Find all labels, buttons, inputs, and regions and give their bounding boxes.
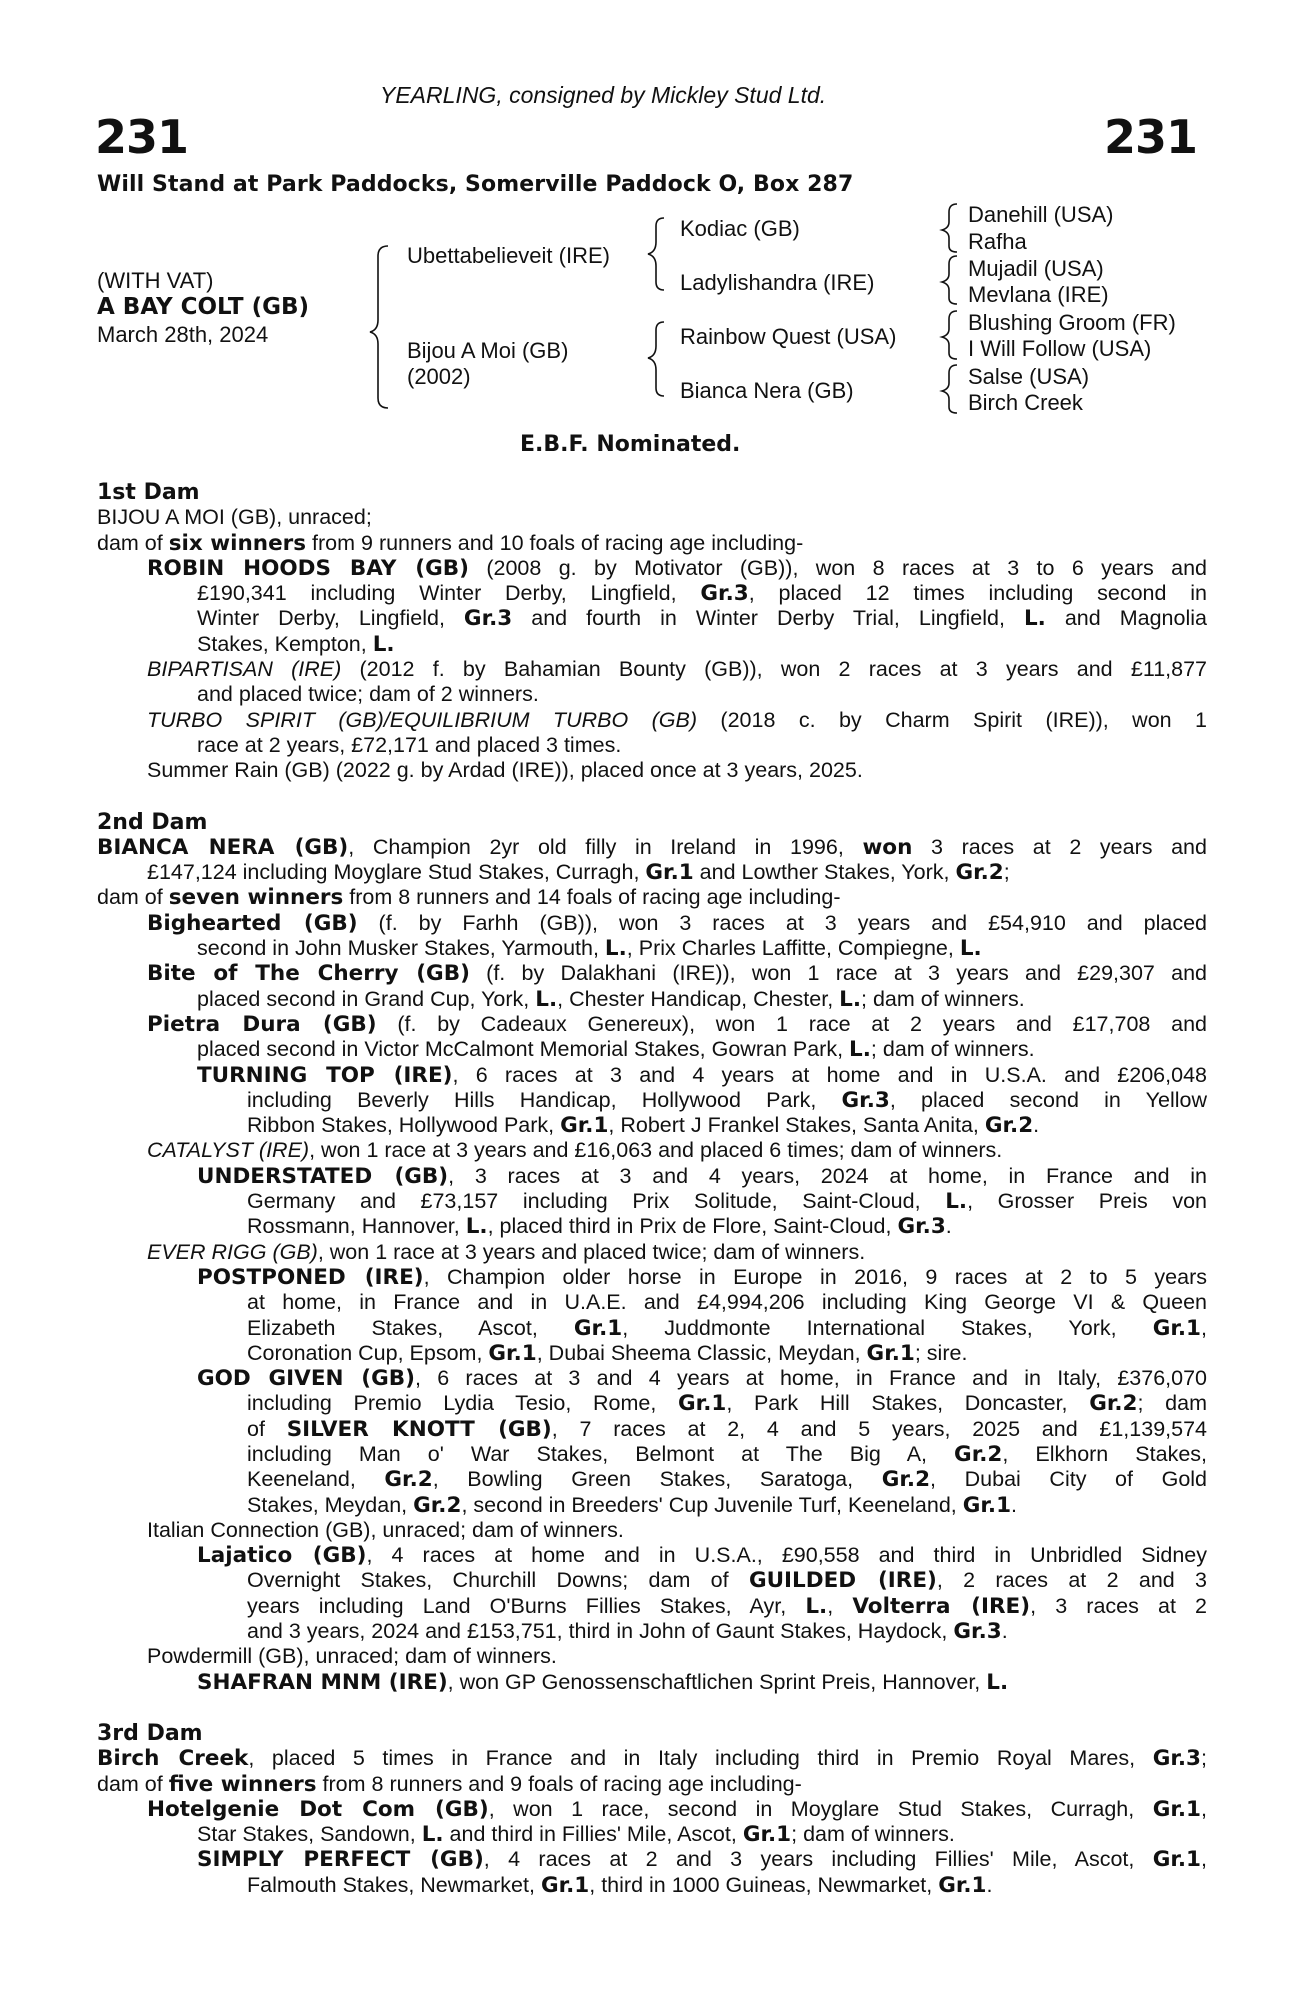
pedigree-entry-line: POSTPONED (IRE), Champion older horse in Europe in 2016, 9 races at 2 to 5 years bbox=[197, 1264, 1207, 1290]
pedigree-entry-line: Keeneland, Gr.2, Bowling Green Stakes, Saratoga, Gr.2, Dubai City of Gold bbox=[247, 1467, 1208, 1493]
section-heading: 1st Dam bbox=[97, 480, 200, 505]
section-gap bbox=[97, 1695, 1207, 1721]
pedigree-entry-line: Winter Derby, Lingfield, Gr.3 and fourth in Winter Derby Trial, Lingfield, L. and Magnolia bbox=[197, 606, 1207, 632]
grandsire-3: Mujadil (USA) bbox=[968, 256, 1104, 281]
pedigree-entry-line: including Beverly Hills Handicap, Hollywood Park, Gr.3, placed second in Yellow bbox=[247, 1087, 1207, 1113]
pedigree-entry-line: dam of five winners from 8 runners and 9 foals of racing age including- bbox=[97, 1771, 802, 1797]
grandsire-1: Danehill (USA) bbox=[968, 202, 1114, 227]
pedigree-entry-line: and 3 years, 2024 and £153,751, third in John of Gaunt Stakes, Haydock, Gr.3. bbox=[247, 1619, 1008, 1645]
pedigree-entry-line: BIJOU A MOI (GB), unraced; bbox=[97, 505, 372, 530]
pedigree-entry-line: Stakes, Meydan, Gr.2, second in Breeders' Cup Juvenile Turf, Keeneland, Gr.1. bbox=[247, 1492, 1018, 1518]
dam-dam: Bianca Nera (GB) bbox=[680, 378, 854, 403]
grandsire-7: Salse (USA) bbox=[968, 364, 1090, 389]
pedigree-entry-line: ROBIN HOODS BAY (GB) (2008 g. by Motivator (GB)), won 8 races at 3 to 6 years and bbox=[147, 555, 1207, 581]
stand-location: Will Stand at Park Paddocks, Somerville Paddock O, Box 287 bbox=[97, 172, 854, 197]
section-heading: 2nd Dam bbox=[97, 809, 208, 835]
dam-year: (2002) bbox=[407, 364, 471, 389]
grandsire-5: Blushing Groom (FR) bbox=[968, 310, 1176, 335]
pedigree-entry-line: BIANCA NERA (GB), Champion 2yr old filly in Ireland in 1996, won 3 races at 2 years and bbox=[97, 834, 1207, 860]
sire-name: Ubettabelieveit (IRE) bbox=[407, 243, 610, 268]
pedigree-entry-line: at home, in France and in U.A.E. and £4,994,206 including King George VI & Queen bbox=[247, 1290, 1207, 1315]
pedigree-entry-line: TURNING TOP (IRE), 6 races at 3 and 4 years at home and in U.S.A. and £206,048 bbox=[197, 1062, 1207, 1088]
pedigree-entry-line: Birch Creek, placed 5 times in France and in Italy including third in Premio Royal Mares, Gr.3; bbox=[97, 1746, 1207, 1772]
pedigree-entry-line: Bighearted (GB) (f. by Farhh (GB)), won 3 races at 3 years and £54,910 and placed bbox=[147, 910, 1207, 936]
ebf-nomination: E.B.F. Nominated. bbox=[520, 432, 741, 457]
grandsire-4: Mevlana (IRE) bbox=[968, 282, 1109, 307]
pedigree-entry-line: race at 2 years, £72,171 and placed 3 times. bbox=[197, 732, 622, 757]
pedigree-entry-line: Lajatico (GB), 4 races at home and in U.S.A., £90,558 and third in Unbridled Sidney bbox=[197, 1543, 1207, 1569]
pedigree-entry-line: Rossmann, Hannover, L., placed third in Prix de Flore, Saint-Cloud, Gr.3. bbox=[247, 1214, 952, 1240]
pedigree-entry-line: SHAFRAN MNM (IRE), won GP Genossenschaftlichen Sprint Preis, Hannover, L. bbox=[197, 1669, 1009, 1695]
pedigree-entry-line: Coronation Cup, Epsom, Gr.1, Dubai Sheema Classic, Meydan, Gr.1; sire. bbox=[247, 1340, 968, 1366]
pedigree-entry-line: GOD GIVEN (GB), 6 races at 3 and 4 years at home, in France and in Italy, £376,070 bbox=[197, 1366, 1207, 1392]
pedigree-entry-line: placed second in Grand Cup, York, L., Chester Handicap, Chester, L.; dam of winners. bbox=[197, 986, 1025, 1012]
pedigree-entry-line: Hotelgenie Dot Com (GB), won 1 race, second in Moyglare Stud Stakes, Curragh, Gr.1, bbox=[147, 1796, 1207, 1822]
pedigree-entry-line: Ribbon Stakes, Hollywood Park, Gr.1, Robert J Frankel Stakes, Santa Anita, Gr.2. bbox=[247, 1113, 1040, 1139]
pedigree-entry-line: Bite of The Cherry (GB) (f. by Dalakhani (IRE)), won 1 race at 3 years and £29,307 and bbox=[147, 961, 1207, 987]
lot-number-right: 231 bbox=[1103, 110, 1197, 164]
pedigree-entry-line: SIMPLY PERFECT (GB), 4 races at 2 and 3 years including Fillies' Mile, Ascot, Gr.1, bbox=[197, 1847, 1207, 1873]
pedigree-entry-line: Summer Rain (GB) (2022 g. by Ardad (IRE)), placed once at 3 years, 2025. bbox=[147, 758, 863, 783]
pedigree-entry-line: Germany and £73,157 including Prix Solitude, Saint-Cloud, L., Grosser Preis von bbox=[247, 1189, 1208, 1215]
pedigree-entry-line: UNDERSTATED (GB), 3 races at 3 and 4 years, 2024 at home, in France and in bbox=[197, 1163, 1207, 1189]
pedigree-entry-line: Italian Connection (GB), unraced; dam of winners. bbox=[147, 1517, 624, 1542]
pedigree-braces bbox=[0, 0, 1315, 430]
pedigree-entry-line: second in John Musker Stakes, Yarmouth, L., Prix Charles Laffitte, Compiegne, L. bbox=[197, 936, 982, 962]
pedigree-entry-line: including Premio Lydia Tesio, Rome, Gr.1, Park Hill Stakes, Doncaster, Gr.2; dam bbox=[247, 1391, 1207, 1417]
grandsire-8: Birch Creek bbox=[968, 390, 1083, 415]
horse-name: A BAY COLT (GB) bbox=[97, 294, 310, 320]
pedigree-entry-line: Powdermill (GB), unraced; dam of winners. bbox=[147, 1644, 557, 1669]
pedigree-entry-line: dam of six winners from 9 runners and 10 foals of racing age including- bbox=[97, 530, 804, 556]
grandsire-2: Rafha bbox=[968, 229, 1027, 254]
lot-number-left: 231 bbox=[95, 110, 189, 164]
foaling-date: March 28th, 2024 bbox=[97, 322, 269, 347]
pedigree-entry-line: of SILVER KNOTT (GB), 7 races at 2, 4 and 5 years, 2025 and £1,139,574 bbox=[247, 1416, 1207, 1442]
section-heading: 3rd Dam bbox=[97, 1720, 203, 1746]
dam-sire: Rainbow Quest (USA) bbox=[680, 324, 897, 349]
pedigree-entry-line: and placed twice; dam of 2 winners. bbox=[197, 682, 539, 707]
grandsire-6: I Will Follow (USA) bbox=[968, 336, 1152, 361]
pedigree-entry-line: Stakes, Kempton, L. bbox=[197, 631, 395, 657]
sire-dam: Ladylishandra (IRE) bbox=[680, 270, 875, 295]
pedigree-entry-line: years including Land O'Burns Fillies Stakes, Ayr, L., Volterra (IRE), 3 races at 2 bbox=[247, 1593, 1208, 1619]
pedigree-entry-line: Star Stakes, Sandown, L. and third in Fillies' Mile, Ascot, Gr.1; dam of winners. bbox=[197, 1822, 955, 1848]
pedigree-entry-line: CATALYST (IRE), won 1 race at 3 years and £16,063 and placed 6 times; dam of winners. bbox=[147, 1138, 1003, 1163]
sire-sire: Kodiac (GB) bbox=[680, 216, 800, 241]
pedigree-entry-line: Elizabeth Stakes, Ascot, Gr.1, Juddmonte International Stakes, York, Gr.1, bbox=[247, 1315, 1207, 1341]
vat-note: (WITH VAT) bbox=[97, 268, 214, 293]
pedigree-entry-line: Pietra Dura (GB) (f. by Cadeaux Genereux), won 1 race at 2 years and £17,708 and bbox=[147, 1011, 1207, 1037]
dam-name: Bijou A Moi (GB) bbox=[407, 338, 569, 363]
pedigree-entry-line: placed second in Victor McCalmont Memorial Stakes, Gowran Park, L.; dam of winners. bbox=[197, 1037, 1035, 1063]
pedigree-entry-line: £190,341 including Winter Derby, Lingfield, Gr.3, placed 12 times including second in bbox=[197, 581, 1207, 607]
pedigree-entry-line: EVER RIGG (GB), won 1 race at 3 years and placed twice; dam of winners. bbox=[147, 1239, 866, 1264]
pedigree-entry-line: TURBO SPIRIT (GB)/EQUILIBRIUM TURBO (GB) (2018 c. by Charm Spirit (IRE)), won 1 bbox=[147, 707, 1207, 732]
pedigree-entry-line: including Man o' War Stakes, Belmont at The Big A, Gr.2, Elkhorn Stakes, bbox=[247, 1441, 1207, 1467]
consignment-line: YEARLING, consigned by Mickley Stud Ltd. bbox=[380, 82, 827, 108]
pedigree-entry-line: Falmouth Stakes, Newmarket, Gr.1, third in 1000 Guineas, Newmarket, Gr.1. bbox=[247, 1872, 993, 1898]
catalogue-body bbox=[97, 480, 1207, 1898]
pedigree-entry-line: BIPARTISAN (IRE) (2012 f. by Bahamian Bounty (GB)), won 2 races at 3 years and £11,877 bbox=[147, 657, 1208, 682]
pedigree-entry-line: dam of seven winners from 8 runners and 14 foals of racing age including- bbox=[97, 885, 841, 911]
section-gap bbox=[97, 784, 1207, 810]
pedigree-entry-line: Overnight Stakes, Churchill Downs; dam of GUILDED (IRE), 2 races at 2 and 3 bbox=[247, 1568, 1208, 1594]
pedigree-entry-line: £147,124 including Moyglare Stud Stakes, Curragh, Gr.1 and Lowther Stakes, York, Gr.2; bbox=[147, 860, 1010, 886]
